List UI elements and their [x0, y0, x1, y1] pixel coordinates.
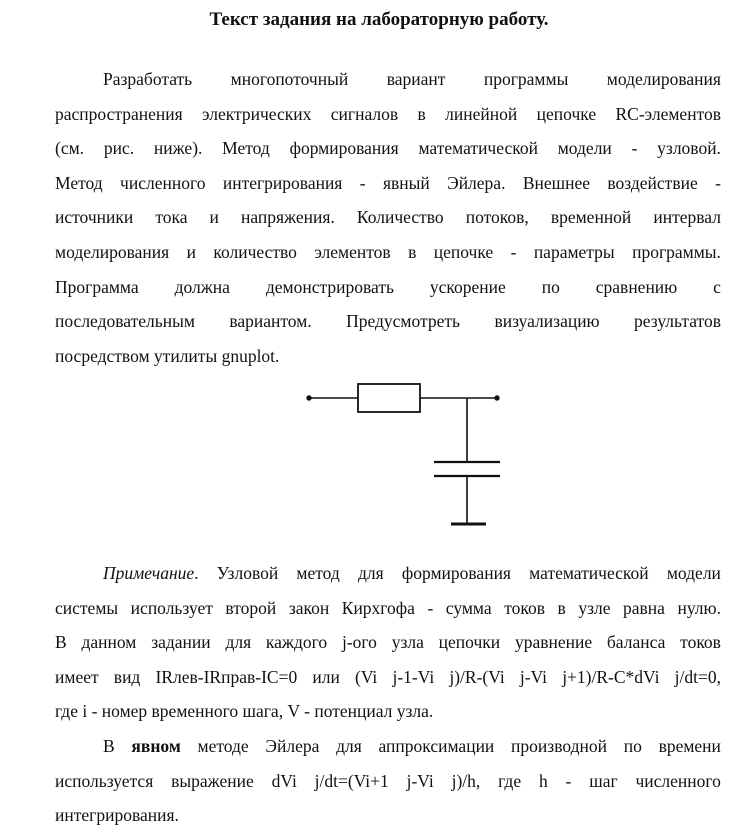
text-word: распространения электрических сигналов в линейной цепочке RC-элементов [55, 103, 721, 124]
text-word: программы. [632, 241, 721, 262]
note-paragraph [55, 556, 721, 729]
text-word: цепочке [433, 241, 494, 262]
text-line [55, 764, 721, 799]
text-word: производной [511, 736, 607, 756]
text-word: источники [55, 207, 134, 228]
text-word: dVi [271, 770, 297, 791]
text-word: Внешнее [522, 172, 591, 193]
text-word: для [225, 632, 252, 653]
note-label: Примечание [103, 563, 195, 583]
text-word: Метод [55, 172, 103, 193]
text-word: Узловой [216, 563, 279, 583]
text-word: численного [120, 172, 206, 193]
text-word: параметры [533, 241, 615, 262]
text-word: шаг [589, 770, 618, 791]
text-line [55, 625, 721, 660]
text-word: математической [418, 138, 538, 159]
text-word: и [209, 207, 219, 228]
text-line [55, 798, 721, 833]
text-word: Предусмотреть [346, 311, 461, 332]
text-word: где [498, 770, 522, 791]
text-word: баланса [606, 632, 666, 653]
page-title: Текст задания на лабораторную работу. [209, 9, 549, 30]
text-word: Метод [222, 138, 270, 159]
text-word: В [103, 736, 115, 756]
text-line [55, 556, 721, 591]
text-word: временной [550, 207, 632, 228]
text-word: - [359, 172, 366, 193]
text-word: интервал [653, 207, 721, 228]
text-word: модели [666, 563, 721, 583]
text-word: явном [131, 736, 181, 756]
text-word: результатов [634, 311, 721, 332]
text-word: должна [174, 276, 230, 297]
text-word: для [358, 563, 384, 583]
text-word: токов [680, 632, 721, 653]
text-word: j-ого [341, 632, 377, 653]
text-word: потоков, [465, 207, 529, 228]
text-word: количество [213, 241, 297, 262]
resistor-symbol [358, 384, 420, 412]
text-word: уравнение [514, 632, 593, 653]
text-word: программы [483, 69, 569, 89]
text-word: h [538, 770, 548, 791]
text-word: моделирования [606, 69, 721, 89]
text-word: выражение [171, 770, 254, 791]
text-word: ускорение [429, 276, 506, 297]
text-word: Эйлера. [447, 172, 506, 193]
input-terminal [307, 396, 311, 400]
task-paragraph [55, 62, 721, 373]
text-word: j/dt=(Vi+1 [314, 770, 389, 791]
text-word: по [623, 736, 642, 756]
text-word: формирования [401, 563, 511, 583]
text-line [55, 62, 721, 97]
text-word: воздействие [607, 172, 698, 193]
text-word: вариант [386, 69, 446, 89]
text-word: модели [557, 138, 612, 159]
text-word: посредством утилиты gnuplot. [55, 345, 280, 366]
text-word: Количество [356, 207, 444, 228]
text-word: - [631, 138, 638, 159]
text-word: рис. [103, 138, 135, 159]
text-word: последовательным [55, 311, 195, 332]
text-word: элементов [314, 241, 391, 262]
text-word: - [510, 241, 517, 262]
text-word: ниже). [153, 138, 203, 159]
text-word: формирования [289, 138, 399, 159]
text-line [55, 304, 721, 339]
text-word: Разработать [103, 69, 193, 89]
text-word: явный [382, 172, 430, 193]
text-line [55, 729, 721, 764]
text-word: системы использует второй закон Кирхгофа - сумма токов в узле равна нулю. [55, 597, 721, 618]
text-word: метод [296, 563, 340, 583]
text-word: имеет вид IRлев-IRправ-IC=0 или (Vi j-1-Vi j)/R-(Vi j-Vi j+1)/R-C*dVi j/dt=0, [55, 666, 721, 687]
text-word: моделирования [55, 241, 170, 262]
text-line [55, 339, 721, 374]
text-line [55, 270, 721, 305]
text-word: для [336, 736, 362, 756]
text-word: интегрирования [222, 172, 343, 193]
text-word: интегрирования. [55, 805, 179, 826]
text-word: используется [55, 770, 154, 791]
text-word: и [186, 241, 196, 262]
text-word: сравнению [595, 276, 678, 297]
text-word: где i - номер временного шага, V - потенциал узла. [55, 701, 434, 722]
rc-circuit-diagram [300, 375, 510, 535]
text-word: Программа [55, 276, 139, 297]
text-line [55, 235, 721, 270]
text-word: в [408, 241, 417, 262]
text-word: тока [155, 207, 188, 228]
output-terminal [495, 396, 499, 400]
text-word: (см. [55, 138, 85, 159]
text-word: Примечание. [103, 563, 199, 583]
euler-paragraph [55, 729, 721, 833]
text-line [55, 97, 721, 132]
text-word: напряжения. [240, 207, 335, 228]
text-word: - [565, 770, 572, 791]
text-word: j)/h, [451, 770, 481, 791]
text-word: визуализацию [494, 311, 600, 332]
text-word: задании [151, 632, 211, 653]
text-word: - [715, 172, 721, 193]
text-word: с [713, 276, 721, 297]
text-line [55, 200, 721, 235]
text-line [55, 660, 721, 695]
text-word: математической [529, 563, 649, 583]
text-word: узла [391, 632, 424, 653]
text-word: В [55, 632, 67, 653]
text-line [55, 694, 721, 729]
text-word: каждого [265, 632, 328, 653]
text-word: аппроксимации [378, 736, 495, 756]
text-word: методе [197, 736, 249, 756]
text-word: по [541, 276, 560, 297]
text-word: данном [81, 632, 137, 653]
text-word: j-Vi [406, 770, 434, 791]
text-line [55, 166, 721, 201]
text-line [55, 591, 721, 626]
text-word: узловой. [657, 138, 721, 159]
text-line [55, 131, 721, 166]
text-word: многопоточный [230, 69, 349, 89]
text-word: численного [635, 770, 721, 791]
text-word: времени [658, 736, 721, 756]
text-word: демонстрировать [265, 276, 394, 297]
text-word: вариантом. [229, 311, 312, 332]
text-word: цепочки [438, 632, 501, 653]
text-word: Эйлера [265, 736, 320, 756]
